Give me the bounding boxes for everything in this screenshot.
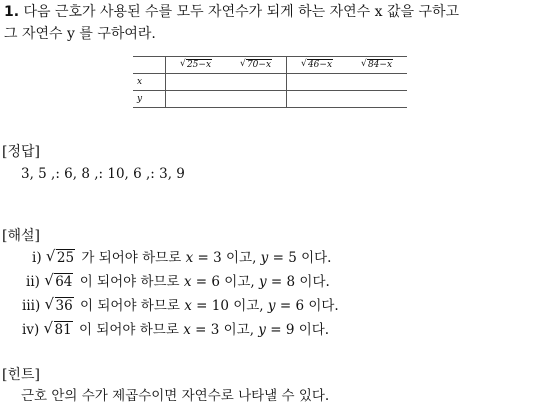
hint-text: 근호 안의 수가 제곱수이면 자연수로 나타낼 수 있다. bbox=[21, 388, 330, 404]
table-header-3: √ 46−x bbox=[287, 57, 348, 74]
item-marker: ⅳ) bbox=[22, 322, 40, 338]
hint-heading: [힌트] bbox=[2, 367, 40, 383]
question-text-1: 다음 근호가 사용된 수를 모두 자연수가 되게 하는 자연수 x 값을 구하고 bbox=[23, 4, 460, 20]
table-row-label: y bbox=[133, 91, 166, 108]
answer-table bbox=[133, 56, 407, 108]
item-marker: ⅱ) bbox=[26, 274, 40, 290]
explanation-item: ⅳ) √ 81 이 되어야 하므로 x = 3 이고, y = 9 이다. bbox=[22, 319, 330, 338]
explanation-item: ⅱ) √ 64 이 되어야 하므로 x = 6 이고, y = 8 이다. bbox=[26, 271, 330, 290]
table-corner-cell bbox=[133, 57, 166, 74]
item-marker: ⅲ) bbox=[22, 298, 41, 314]
explanation-item: ⅰ) √ 25 가 되어야 하므로 x = 3 이고, y = 5 이다. bbox=[32, 247, 332, 266]
table-cell bbox=[166, 74, 287, 91]
question-line-1 bbox=[4, 3, 459, 21]
table-header-1: √ 25−x bbox=[166, 57, 227, 74]
table-cell bbox=[166, 91, 287, 108]
table-cell bbox=[287, 74, 408, 91]
table-header-2: √ 70−x bbox=[226, 57, 287, 74]
answer-text: 3, 5 ,: 6, 8 ,: 10, 6 ,: 3, 9 bbox=[21, 166, 185, 182]
explanation-heading: [해설] bbox=[2, 228, 40, 244]
table-header-4: √ 84−x bbox=[347, 57, 407, 74]
question-text-2: 그 자연수 y 를 구하여라. bbox=[4, 26, 156, 42]
table-row-y bbox=[133, 91, 407, 108]
table-row-label: x bbox=[133, 74, 166, 91]
sqrt-expression: √ 25 bbox=[45, 247, 75, 266]
explanation-item: ⅲ) √ 36 이 되어야 하므로 x = 10 이고, y = 6 이다. bbox=[22, 295, 339, 314]
item-marker: ⅰ) bbox=[32, 250, 42, 266]
table-row-x bbox=[133, 74, 407, 91]
question-line-2 bbox=[4, 25, 156, 43]
table-header-row bbox=[133, 57, 407, 74]
question-number: 1. bbox=[4, 4, 20, 20]
sqrt-expression: √ 81 bbox=[43, 319, 72, 338]
sqrt-expression: √ 64 bbox=[44, 271, 73, 290]
answer-heading: [정답] bbox=[2, 144, 40, 160]
sqrt-expression: √ 36 bbox=[44, 295, 73, 314]
table-cell bbox=[287, 91, 408, 108]
